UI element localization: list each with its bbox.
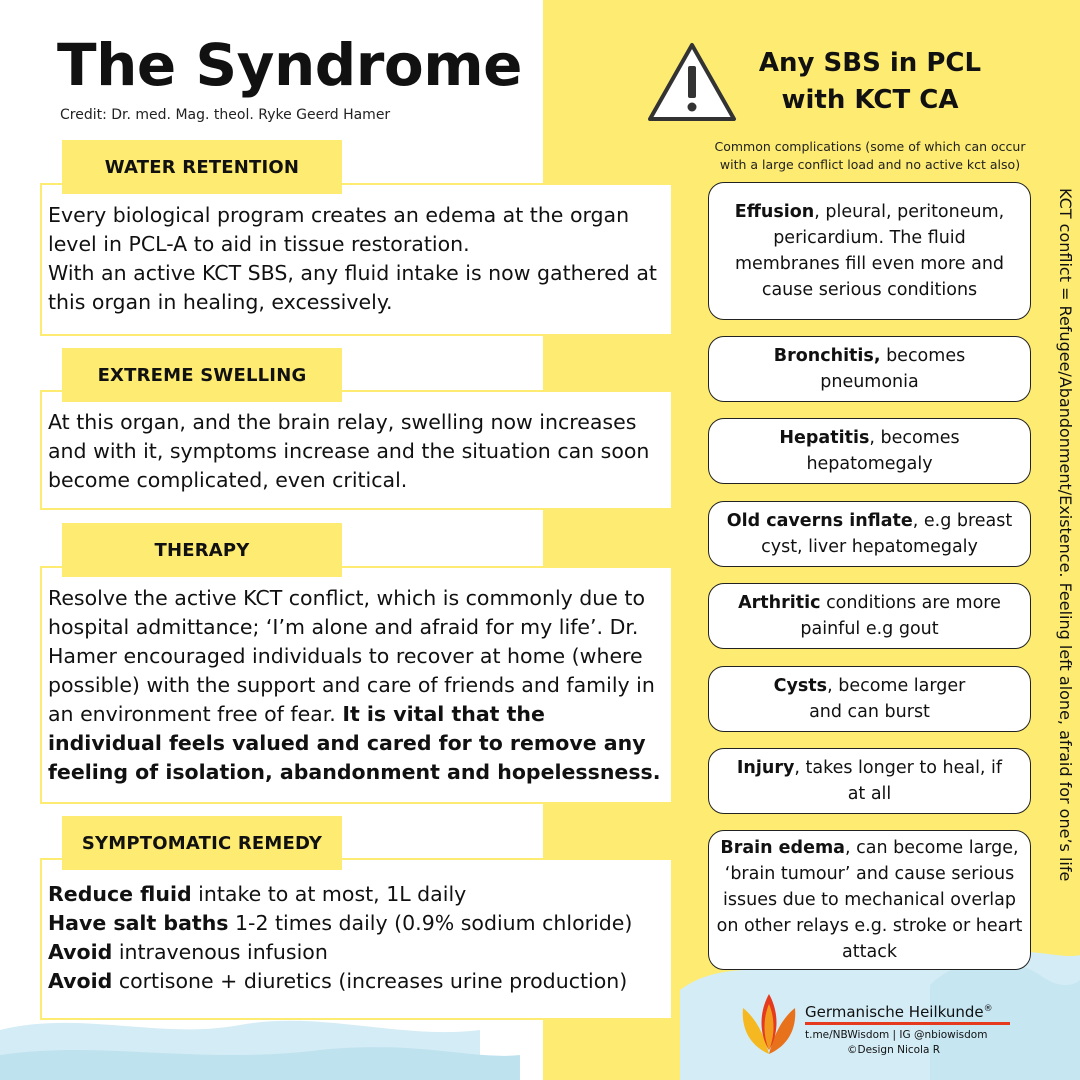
brand-underline — [805, 1022, 1010, 1025]
brand-text: Germanische Heilkunde — [805, 1003, 984, 1021]
complication-card-brain-edema — [708, 830, 1031, 970]
symptomatic-remedy-box — [40, 858, 673, 1020]
remedy-line-rest: intravenous infusion — [112, 940, 328, 964]
warning-title — [735, 45, 1005, 119]
warning-title-line-2: with KCT CA — [781, 85, 959, 115]
therapy-bold-text: It is vital that the individual feels valued and cared for to remove any feeling of isolation, abandonment and hopelessness. — [48, 702, 661, 784]
complication-card-old-caverns — [708, 501, 1031, 567]
complication-bold: Arthritic — [738, 593, 821, 613]
complication-bold: Injury — [736, 758, 795, 778]
complication-bold: Brain edema — [720, 838, 845, 858]
complication-rest: , e.g breast cyst, liver hepatomegaly — [761, 511, 1013, 557]
symptomatic-remedy-heading: SYMPTOMATIC REMEDY — [62, 816, 342, 870]
complication-bold: Cysts — [773, 676, 828, 696]
complications-subtitle: Common complications (some of which can occur with a large conflict load and no active kct also) — [714, 139, 1026, 172]
warning-triangle-icon — [646, 40, 738, 124]
therapy-text: Resolve the active KCT conflict, which is commonly due to hospital admittance; ‘I’m alone and afraid for my life’. Dr. Hamer encouraged individuals to recover at home (where possible) with the support and care of friends and family in an environment free of fear. — [48, 586, 655, 726]
complication-card-bronchitis — [708, 336, 1031, 402]
complication-card-hepatitis — [708, 418, 1031, 484]
remedy-line — [48, 938, 665, 967]
remedy-line-bold: Avoid — [48, 969, 113, 993]
complication-rest: , pleural, peritoneum, pericardium. The fluid membranes fill even more and cause serious conditions — [734, 202, 1005, 300]
extreme-swelling-paragraph: At this organ, and the brain relay, swelling now increases and with it, symptoms increase and the situation can soon become complicated, even critical. — [48, 410, 650, 492]
water-retention-paragraph-2: With an active KCT SBS, any fluid intake is now gathered at this organ in healing, excessively. — [48, 261, 657, 314]
remedy-line — [48, 880, 665, 909]
extreme-swelling-box — [40, 390, 673, 510]
warning-title-line-1: Any SBS in PCL — [758, 48, 982, 78]
water-retention-box — [40, 183, 673, 336]
complication-rest: , becomes hepatomegaly — [806, 428, 960, 474]
therapy-paragraph — [48, 584, 665, 787]
therapy-box — [40, 566, 673, 804]
complication-rest: , can become large, ‘brain tumour’ and cause serious issues due to mechanical overlap on other relays e.g. stroke or heart attack — [716, 838, 1023, 962]
brand-links: t.me/NBWisdom | IG @nbiowisdom — [805, 1029, 988, 1041]
complication-card-cysts — [708, 666, 1031, 732]
complication-rest: , become larger and can burst — [809, 676, 966, 722]
complication-card-injury — [708, 748, 1031, 814]
tulip-logo-icon — [737, 990, 801, 1056]
kct-conflict-side-note: KCT conflict = Refugee/Abandonment/Existence. Feeling left alone, afraid for one’s life — [1056, 188, 1075, 882]
remedy-line-bold: Reduce fluid — [48, 882, 192, 906]
remedy-line-bold: Avoid — [48, 940, 113, 964]
complication-card-effusion — [708, 182, 1031, 320]
complication-rest: , takes longer to heal, if at all — [794, 758, 1003, 804]
complication-bold: Bronchitis, — [773, 346, 881, 366]
complication-bold: Hepatitis — [779, 428, 870, 448]
design-credit: ©Design Nicola R — [847, 1044, 941, 1056]
remedy-line — [48, 909, 665, 938]
water-retention-paragraph-1: Every biological program creates an edema at the organ level in PCL-A to aid in tissue restoration. — [48, 203, 630, 256]
remedy-line-rest: 1-2 times daily (0.9% sodium chloride) — [228, 911, 633, 935]
remedy-line-rest: intake to at most, 1L daily — [191, 882, 467, 906]
complication-rest: becomes pneumonia — [820, 346, 966, 392]
remedy-line-rest: cortisone + diuretics (increases urine production) — [112, 969, 628, 993]
complication-bold: Old caverns inflate — [726, 511, 913, 531]
credit-line: Credit: Dr. med. Mag. theol. Ryke Geerd Hamer — [60, 107, 391, 123]
complication-bold: Effusion — [734, 202, 815, 222]
extreme-swelling-heading: EXTREME SWELLING — [62, 348, 342, 402]
complication-rest: conditions are more painful e.g gout — [800, 593, 1001, 639]
brand-name — [805, 1003, 993, 1021]
remedy-line-bold: Have salt baths — [48, 911, 229, 935]
page-title: The Syndrome — [57, 31, 522, 99]
therapy-heading: THERAPY — [62, 523, 342, 577]
water-retention-heading: WATER RETENTION — [62, 140, 342, 194]
remedy-line — [48, 967, 665, 996]
registered-mark: ® — [983, 1004, 993, 1014]
complication-card-arthritic — [708, 583, 1031, 649]
